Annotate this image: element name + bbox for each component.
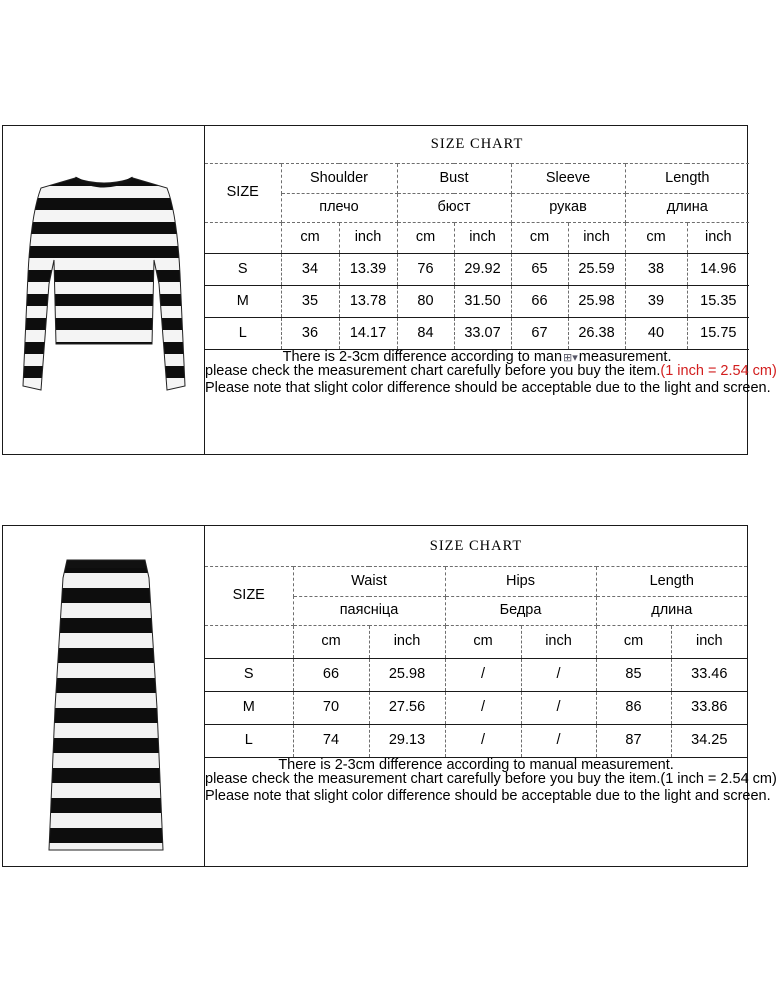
- value-cell: 34: [281, 253, 339, 285]
- unit-cell: inch: [687, 222, 749, 253]
- size-column-header: SIZE: [205, 163, 281, 222]
- length-header: Length: [625, 163, 749, 193]
- unit-cell: cm: [511, 222, 568, 253]
- value-cell: 26.38: [568, 317, 625, 349]
- top-chart-notes: [205, 348, 777, 396]
- striped-crop-top-image: [17, 174, 191, 404]
- note-measurement-difference: There is 2-3cm difference according to manual measurement.: [278, 756, 674, 773]
- top-size-table: [205, 126, 777, 396]
- length-translation: длина: [625, 193, 749, 222]
- value-cell: 40: [625, 317, 687, 349]
- translate-icon: ⊞▾: [563, 351, 578, 364]
- unit-cell: cm: [293, 625, 369, 658]
- table-row: [205, 285, 749, 317]
- value-cell: 80: [397, 285, 454, 317]
- size-cell: L: [205, 724, 293, 757]
- value-cell: 86: [596, 691, 671, 724]
- value-cell: /: [445, 658, 521, 691]
- unit-cell: cm: [445, 625, 521, 658]
- size-cell: M: [205, 285, 281, 317]
- value-cell: /: [445, 691, 521, 724]
- bottom-chart-notes: [205, 756, 777, 804]
- top-product-photo: [3, 126, 205, 454]
- unit-cell: inch: [454, 222, 511, 253]
- sleeve-header: Sleeve: [511, 163, 625, 193]
- bottom-chart-table-area: [205, 526, 777, 866]
- value-cell: /: [445, 724, 521, 757]
- unit-spacer: [205, 625, 293, 658]
- unit-spacer: [205, 222, 281, 253]
- note-measurement-difference: [205, 350, 749, 365]
- waist-translation: паясніца: [293, 596, 445, 625]
- waist-header: Waist: [293, 566, 445, 596]
- value-cell: 39: [625, 285, 687, 317]
- value-cell: 14.96: [687, 253, 749, 285]
- bust-translation: бюст: [397, 193, 511, 222]
- table-row: [205, 658, 747, 691]
- striped-skirt-image: [43, 558, 169, 856]
- value-cell: 14.17: [339, 317, 397, 349]
- value-cell: 67: [511, 317, 568, 349]
- size-column-header: SIZE: [205, 566, 293, 625]
- note-color-difference: Please note that slight color difference should be acceptable due to the light and screen.: [205, 787, 771, 804]
- table-row: [205, 691, 747, 724]
- note-text: measurement.: [578, 348, 672, 365]
- value-cell: 76: [397, 253, 454, 285]
- table-row: [205, 317, 749, 349]
- value-cell: 65: [511, 253, 568, 285]
- note-color-difference: Please note that slight color difference should be acceptable due to the light and screen.: [205, 379, 771, 396]
- unit-cell: cm: [281, 222, 339, 253]
- value-cell: 13.78: [339, 285, 397, 317]
- unit-cell: inch: [369, 625, 445, 658]
- bottom-size-table: [205, 526, 777, 804]
- length-header: Length: [596, 566, 747, 596]
- unit-cell: cm: [397, 222, 454, 253]
- bottom-chart-title: SIZE CHART: [205, 526, 747, 566]
- value-cell: 35: [281, 285, 339, 317]
- note-check-chart: [205, 363, 777, 379]
- value-cell: 70: [293, 691, 369, 724]
- size-cell: S: [205, 658, 293, 691]
- value-cell: /: [521, 691, 596, 724]
- value-cell: 66: [511, 285, 568, 317]
- note-text: please check the measurement chart carefully before you buy the item.: [205, 363, 661, 379]
- unit-cell: cm: [596, 625, 671, 658]
- table-row: [205, 253, 749, 285]
- value-cell: /: [521, 724, 596, 757]
- value-cell: 15.75: [687, 317, 749, 349]
- value-cell: 84: [397, 317, 454, 349]
- value-cell: 15.35: [687, 285, 749, 317]
- bottom-size-chart-panel: [2, 525, 777, 867]
- unit-cell: inch: [339, 222, 397, 253]
- value-cell: 33.86: [671, 691, 747, 724]
- value-cell: 25.98: [568, 285, 625, 317]
- value-cell: 25.98: [369, 658, 445, 691]
- value-cell: 31.50: [454, 285, 511, 317]
- top-chart-table-area: [205, 126, 777, 454]
- size-cell: M: [205, 691, 293, 724]
- value-cell: 29.92: [454, 253, 511, 285]
- bust-header: Bust: [397, 163, 511, 193]
- value-cell: 34.25: [671, 724, 747, 757]
- shoulder-translation: плечо: [281, 193, 397, 222]
- value-cell: /: [521, 658, 596, 691]
- top-chart-title: SIZE CHART: [205, 126, 749, 163]
- note-text: There is 2-3cm difference according to man: [282, 348, 563, 365]
- value-cell: 38: [625, 253, 687, 285]
- value-cell: 27.56: [369, 691, 445, 724]
- value-cell: 66: [293, 658, 369, 691]
- bottom-product-photo: [3, 526, 205, 866]
- unit-cell: cm: [625, 222, 687, 253]
- value-cell: 13.39: [339, 253, 397, 285]
- length-translation: длина: [596, 596, 747, 625]
- note-check-chart: please check the measurement chart carefully before you buy the item.(1 inch = 2.54 cm): [205, 771, 777, 787]
- value-cell: 29.13: [369, 724, 445, 757]
- sleeve-translation: рукав: [511, 193, 625, 222]
- inch-conversion-note: (1 inch = 2.54 cm): [660, 363, 777, 379]
- unit-cell: inch: [671, 625, 747, 658]
- hips-translation: Бедра: [445, 596, 596, 625]
- value-cell: 36: [281, 317, 339, 349]
- shoulder-header: Shoulder: [281, 163, 397, 193]
- top-size-chart-panel: [2, 125, 777, 455]
- value-cell: 85: [596, 658, 671, 691]
- hips-header: Hips: [445, 566, 596, 596]
- size-cell: L: [205, 317, 281, 349]
- table-row: [205, 724, 747, 757]
- value-cell: 87: [596, 724, 671, 757]
- value-cell: 33.07: [454, 317, 511, 349]
- value-cell: 33.46: [671, 658, 747, 691]
- value-cell: 74: [293, 724, 369, 757]
- unit-cell: inch: [521, 625, 596, 658]
- unit-cell: inch: [568, 222, 625, 253]
- size-cell: S: [205, 253, 281, 285]
- value-cell: 25.59: [568, 253, 625, 285]
